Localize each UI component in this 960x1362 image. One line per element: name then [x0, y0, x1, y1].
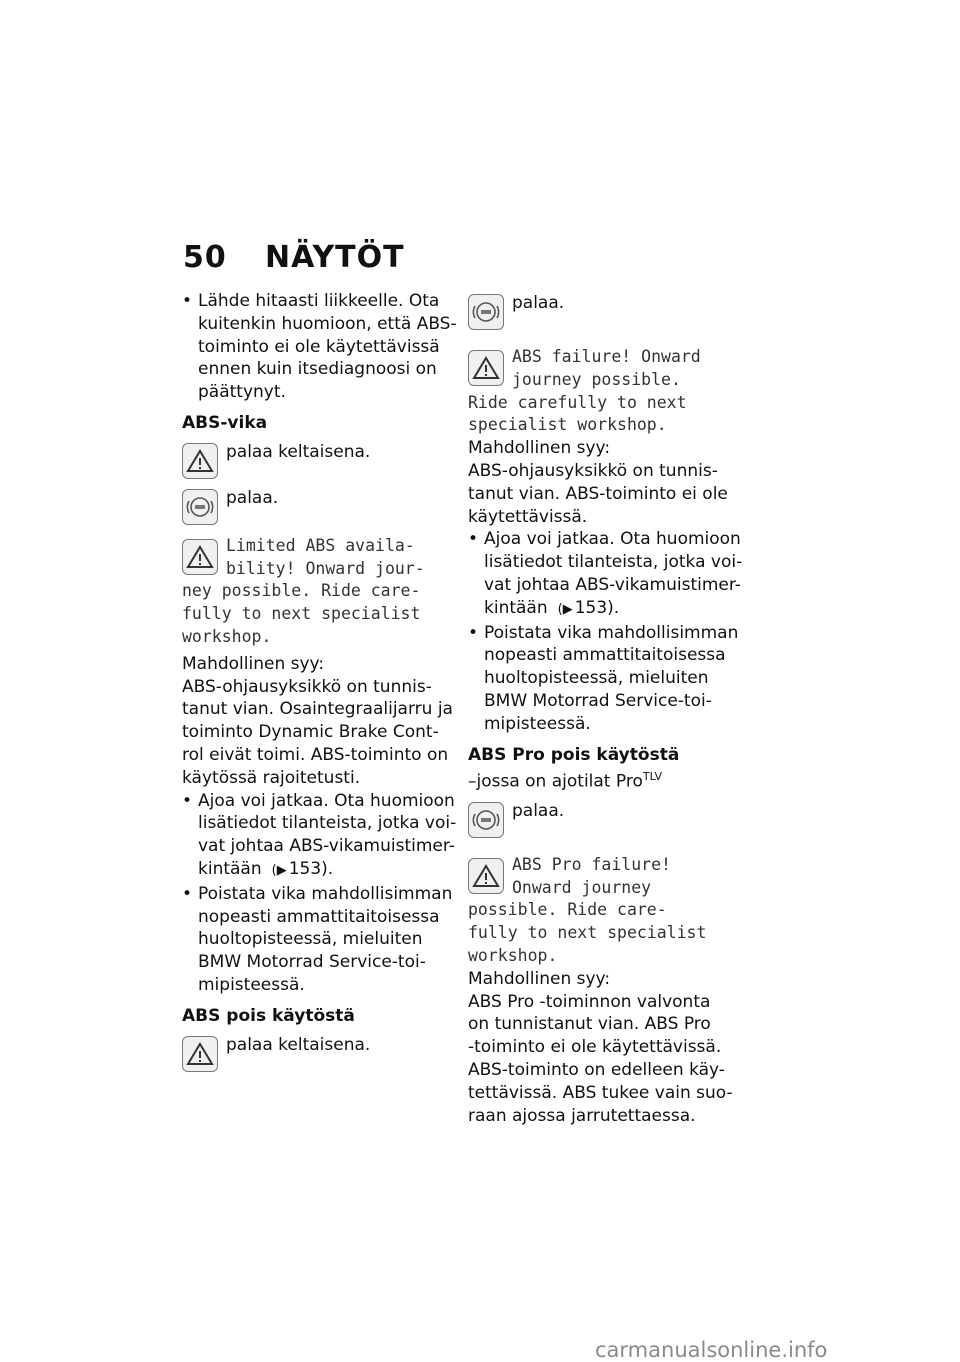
abs-circle-icon — [468, 294, 504, 330]
warning-triangle-icon — [468, 858, 504, 894]
page-reference[interactable]: 153). — [288, 858, 334, 879]
model-note: –jossa on ajotilat Pro$^{TLV}$ — [468, 770, 663, 792]
page-header — [183, 240, 405, 275]
warning-triangle-icon — [182, 1036, 218, 1072]
cause-text: ABS-ohjausyksikkö on tunnis- tanut vian. Osaintegraalijarru ja toiminto Dynamic Brake Cont- rol eivät toimi. ABS-toiminto on käytössä rajoitetusti. — [182, 676, 453, 788]
display-message: Limited ABS availa- bility! Onward jour- ney possible. Ride care- fully to next specialist workshop. — [182, 535, 425, 646]
warning-triangle-icon — [182, 443, 218, 479]
arrow-ref-icon: (▶ — [557, 601, 573, 617]
section-heading-abs-fault: ABS-vika — [182, 412, 268, 433]
cause-text: ABS Pro -toiminnon valvonta on tunnistanut vian. ABS Pro -toiminto ei ole käytettävissä. ABS-toiminto on edelleen käy- tettävissä. ABS tukee vain suo- raan ajossa jarrutettaessa. — [468, 991, 733, 1126]
indicator-line: palaa. — [182, 487, 457, 527]
indicator-line: palaa keltaisena. — [182, 1034, 457, 1074]
page-number: 50 — [183, 240, 227, 275]
watermark: carmanualsonline.info — [595, 1338, 828, 1362]
cause-text: ABS-ohjausyksikkö on tunnis- tanut vian. ABS-toiminto ei ole käytettävissä. — [468, 460, 728, 527]
chapter-title: NÄYTÖT — [265, 240, 405, 275]
list-item: • Ajoa voi jatkaa. Ota huomioon lisätiedot tilanteista, jotka voi- vat johtaa ABS-vikamuistimer- kintään (▶ 153). — [182, 790, 457, 883]
indicator-line: palaa. — [468, 800, 743, 840]
cause-label: Mahdollinen syy: — [182, 653, 325, 674]
cause-label: Mahdollinen syy: — [468, 968, 611, 989]
list-item: • Ajoa voi jatkaa. Ota huomioon lisätiedot tilanteista, jotka voi- vat johtaa ABS-vikamuistimer- kintään (▶ 153). — [468, 528, 743, 621]
section-heading-abs-pro: ABS Pro pois käytöstä — [468, 744, 680, 765]
warning-triangle-icon — [468, 350, 504, 386]
warning-triangle-icon — [182, 539, 218, 575]
cause-label: Mahdollinen syy: — [468, 438, 611, 459]
list-item: • Poistata vika mahdollisimman nopeasti ammattitaitoisessa huoltopisteessä, mieluiten BMW Motorrad Service-toi- mipisteessä. — [182, 883, 457, 997]
indicator-line: palaa keltaisena. — [182, 441, 457, 481]
page-reference[interactable]: 153). — [574, 597, 620, 618]
list-item: • Lähde hitaasti liikkeelle. Ota kuitenkin huomioon, että ABS- toiminto ei ole käytettävissä ennen kuin itsediagnoosi on päättynyt. — [182, 290, 457, 404]
left-column — [182, 290, 457, 1074]
section-heading-abs-off: ABS pois käytöstä — [182, 1005, 355, 1026]
abs-circle-icon — [182, 489, 218, 525]
arrow-ref-icon: (▶ — [271, 862, 287, 878]
indicator-line: palaa. — [468, 292, 743, 332]
list-item: • Poistata vika mahdollisimman nopeasti ammattitaitoisessa huoltopisteessä, mieluiten BMW Motorrad Service-toi- mipisteessä. — [468, 622, 743, 736]
right-column — [468, 290, 743, 1127]
abs-circle-icon — [468, 802, 504, 838]
display-message: ABS failure! Onward journey possible. Ride carefully to next specialist workshop. — [468, 347, 701, 435]
display-message: ABS Pro failure! Onward journey possible. Ride care- fully to next specialist workshop. — [468, 854, 707, 965]
